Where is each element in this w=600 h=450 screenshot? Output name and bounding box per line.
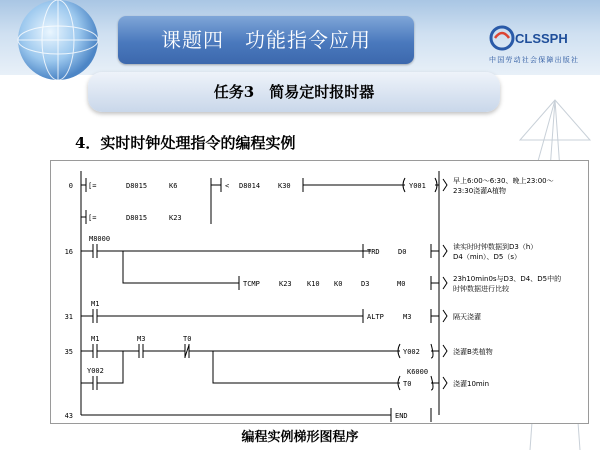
- subtitle: 任务3 简易定时报时器: [213, 83, 375, 101]
- comment-timer: 浇灌10min: [453, 380, 490, 388]
- tcmp-arg-3: K0: [334, 280, 343, 288]
- timer-t0: T0: [403, 380, 412, 388]
- section-heading: 4．实时时钟处理指令的编程实例: [75, 134, 296, 152]
- contact-m8000: M8000: [89, 235, 111, 243]
- timer-k: K6000: [407, 368, 429, 376]
- end-instruction: END: [395, 412, 408, 420]
- step-16: 16: [64, 248, 73, 256]
- cmp3-b: K23: [169, 214, 182, 222]
- tcmp-arg-5: M0: [397, 280, 406, 288]
- comment-tcmp-1: 23h10min0s与D3、D4、D5中的: [453, 275, 562, 283]
- clssph-logo-icon: [487, 20, 597, 68]
- step-0: 0: [68, 182, 73, 190]
- trd-op: TRD: [367, 248, 380, 256]
- cmp2-op: <: [225, 182, 230, 190]
- altp-arg: M3: [403, 313, 412, 321]
- comment-rung0-1: 早上6:00～6:30、晚上23:00～: [453, 177, 554, 185]
- cmp2-a: D8014: [239, 182, 261, 190]
- cmp2-b: K30: [278, 182, 291, 190]
- figure-caption: 编程实例梯形图程序: [241, 430, 359, 445]
- contact-m1: M1: [91, 300, 100, 308]
- comment-tcmp-2: 时钟数据进行比较: [453, 285, 509, 293]
- trd-arg: D0: [398, 248, 407, 256]
- step-35: 35: [64, 348, 73, 356]
- cmp3-a: D8015: [126, 214, 148, 222]
- tcmp-arg-2: K10: [307, 280, 320, 288]
- cmp1-b: K6: [169, 182, 178, 190]
- cmp3-op: [=: [88, 214, 97, 222]
- tcmp-arg-4: D3: [361, 280, 370, 288]
- altp-op: ALTP: [367, 313, 384, 321]
- step-43: 43: [64, 412, 73, 420]
- comment-y002: 浇灌B类植物: [453, 348, 493, 356]
- tcmp-arg-1: K23: [279, 280, 292, 288]
- comment-trd-1: 读实时时钟数据到D3（h）: [453, 243, 538, 251]
- logo-text: CLSSPH: [515, 31, 568, 46]
- ladder-svg: [51, 161, 588, 423]
- coil-y002: Y002: [403, 348, 420, 356]
- logo-subtext: 中国劳动社会保障出版社: [489, 56, 580, 64]
- comment-rung0-2: 23:30浇灌A植物: [453, 187, 506, 195]
- page-title: 课题四 功能指令应用: [161, 28, 371, 52]
- contact-m3: M3: [137, 335, 146, 343]
- coil-y001: Y001: [409, 182, 426, 190]
- contact-y002: Y002: [87, 367, 104, 375]
- publisher-logo: [487, 20, 597, 68]
- tcmp-op: TCMP: [243, 280, 260, 288]
- cmp1-op: [=: [88, 182, 97, 190]
- comment-altp: 隔天浇灌: [453, 313, 481, 321]
- contact-m1-b: M1: [91, 335, 100, 343]
- ladder-diagram: [50, 160, 589, 424]
- comment-trd-2: D4（min）、D5（s）: [453, 253, 522, 261]
- contact-t0: T0: [183, 335, 192, 343]
- cmp1-a: D8015: [126, 182, 148, 190]
- step-31: 31: [64, 313, 73, 321]
